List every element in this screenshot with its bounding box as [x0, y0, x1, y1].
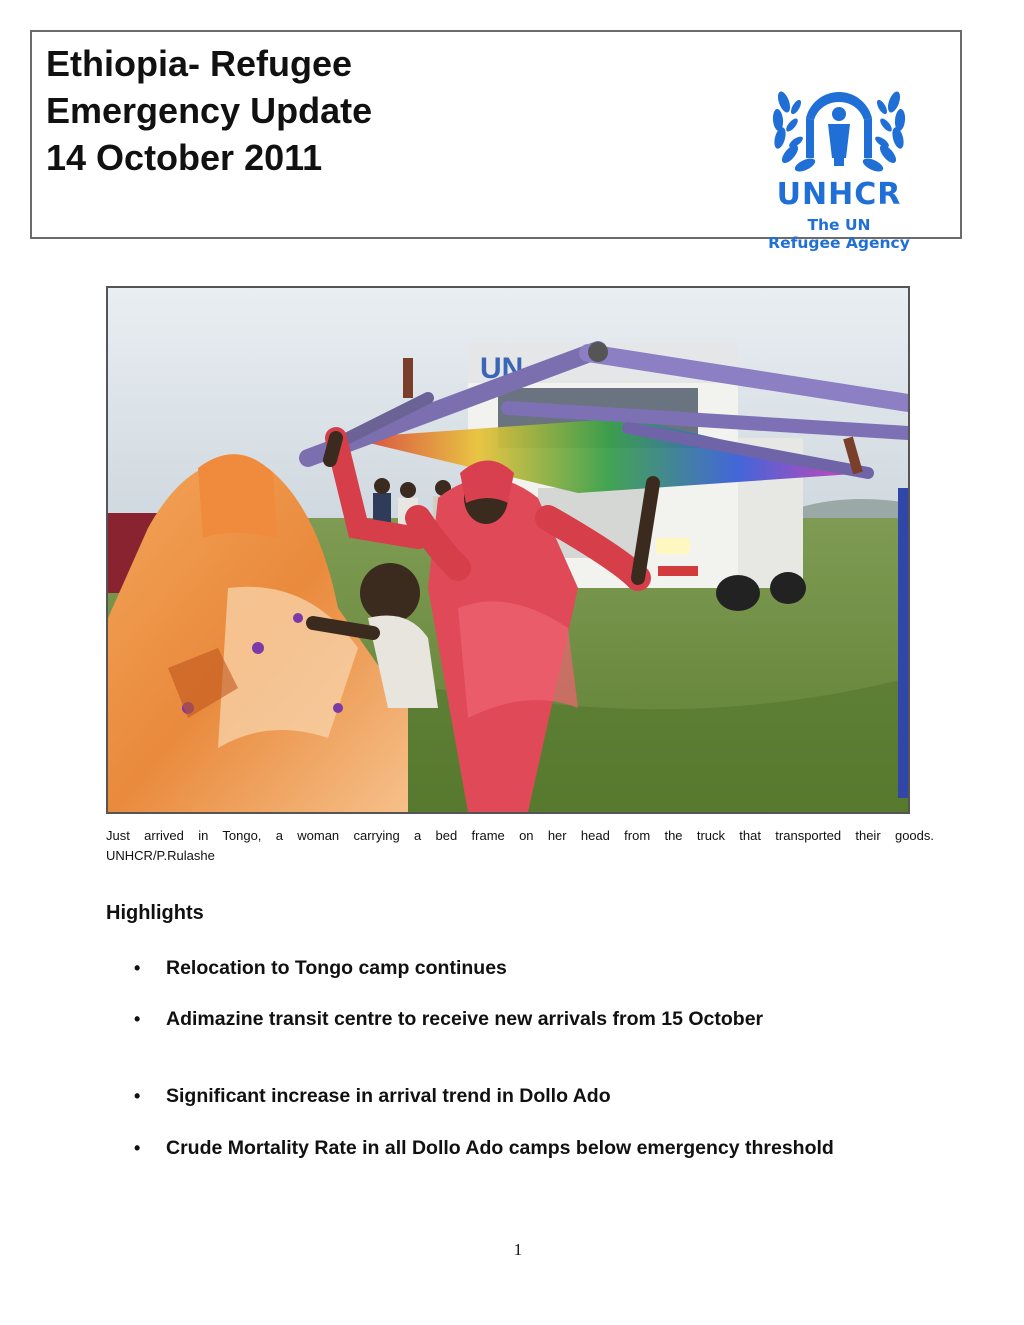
unhcr-emblem-icon	[754, 62, 924, 180]
bullet-icon: •	[134, 1138, 141, 1158]
highlight-text: Significant increase in arrival trend in Dollo Ado	[166, 1085, 611, 1107]
highlight-item	[134, 957, 507, 980]
highlight-text: Adimazine transit centre to receive new arrivals from 15 October	[166, 1008, 764, 1030]
bullet-icon: •	[134, 1009, 141, 1029]
title-line-2: Emergency Update	[46, 90, 373, 131]
logo-tagline-line-2: Refugee Agency	[768, 234, 910, 252]
highlight-item	[134, 1008, 763, 1031]
photo-illustration	[108, 288, 908, 812]
unhcr-logo	[754, 62, 924, 252]
title-box	[30, 30, 962, 252]
highlights-heading: Highlights	[106, 902, 204, 924]
page-number: 1	[513, 1240, 523, 1259]
document-title	[46, 40, 372, 181]
title-line-1: Ethiopia- Refugee	[46, 43, 353, 84]
photo-caption	[106, 826, 934, 866]
highlight-item	[134, 1085, 611, 1108]
logo-tagline	[754, 216, 924, 252]
highlight-text: Relocation to Tongo camp continues	[166, 957, 507, 979]
title-line-3: 14 October 2011	[46, 137, 323, 178]
truck-label: UN	[480, 352, 524, 385]
logo-tagline-line-1: The UN	[807, 216, 871, 234]
highlight-item	[134, 1137, 834, 1160]
caption-credit: UNHCR/P.Rulashe	[106, 848, 215, 863]
caption-text: Just arrived in Tongo, a woman carrying a bed frame on her head from the truck that transported their goods.	[106, 828, 934, 843]
bullet-icon: •	[134, 1086, 141, 1106]
refugee-photo	[106, 286, 910, 814]
logo-org-name: UNHCR	[776, 177, 902, 212]
bullet-icon: •	[134, 958, 141, 978]
highlight-text: Crude Mortality Rate in all Dollo Ado camps below emergency threshold	[166, 1137, 834, 1159]
